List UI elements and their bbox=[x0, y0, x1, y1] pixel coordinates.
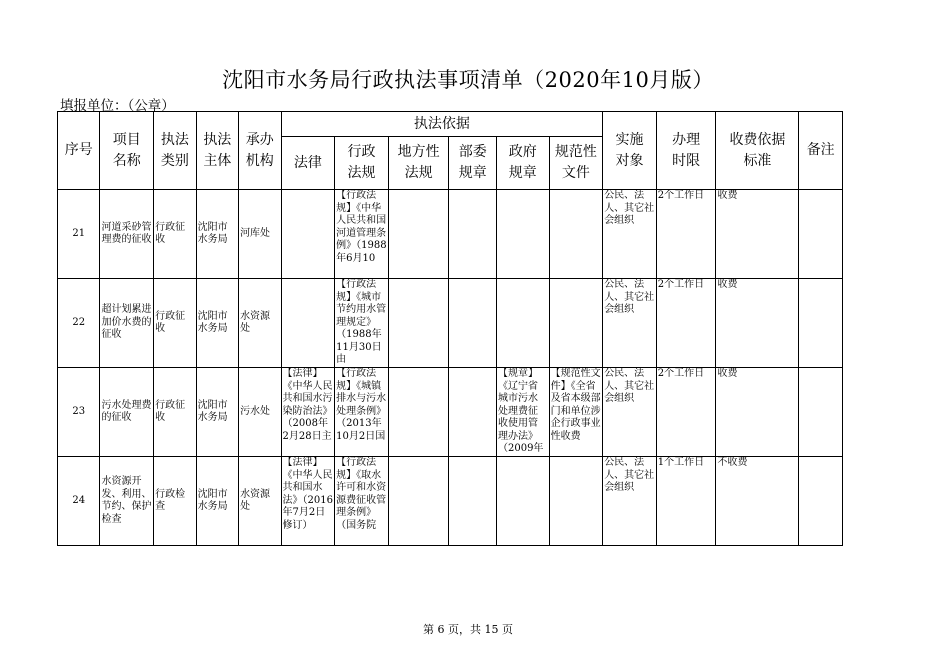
cell-item-name: 水资源开发、利用、节约、保护检查 bbox=[101, 476, 152, 525]
cell-local-reg bbox=[389, 190, 449, 278]
cell-seq: 22 bbox=[58, 279, 100, 368]
cell-law bbox=[282, 190, 335, 278]
table-row bbox=[58, 368, 843, 457]
cell-dept-rule bbox=[449, 368, 496, 456]
cell-local-reg bbox=[389, 368, 449, 456]
cell-fee: 收费 bbox=[717, 190, 738, 201]
cell-seq: 23 bbox=[58, 368, 100, 457]
cell-time-limit: 1个工作日 bbox=[657, 457, 705, 468]
cell-seq: 21 bbox=[58, 190, 100, 279]
cell-remark bbox=[799, 279, 842, 367]
cell-item-name: 河道采砂管理费的征收 bbox=[101, 221, 152, 245]
header-time-limit: 办理时限 bbox=[656, 112, 716, 190]
cell-agency: 污水处 bbox=[240, 405, 271, 417]
header-norm-doc: 规范性文件 bbox=[549, 137, 603, 190]
cell-subject: 沈阳市水务局 bbox=[197, 488, 228, 512]
cell-local-reg bbox=[389, 457, 449, 545]
header-basis: 执法依据 bbox=[281, 112, 603, 137]
cell-target: 公民、法人、其它社会组织 bbox=[604, 368, 655, 404]
cell-remark bbox=[799, 457, 842, 545]
cell-category: 行政征收 bbox=[155, 399, 186, 423]
cell-admin-reg: 【行政法规】《城市节约用水管理规定》（1988年11月30日由 bbox=[336, 279, 387, 365]
header-remark: 备注 bbox=[799, 112, 843, 190]
cell-time-limit: 2个工作日 bbox=[657, 368, 705, 379]
cell-time-limit: 2个工作日 bbox=[657, 279, 705, 290]
cell-seq: 24 bbox=[58, 457, 100, 546]
header-target: 实施对象 bbox=[603, 112, 657, 190]
cell-agency: 水资源处 bbox=[240, 310, 271, 334]
enforcement-table bbox=[57, 111, 843, 546]
cell-time-limit: 2个工作日 bbox=[657, 190, 705, 201]
cell-item-name: 污水处理费的征收 bbox=[101, 399, 152, 423]
cell-remark bbox=[799, 190, 842, 278]
cell-gov-rule bbox=[497, 279, 549, 367]
cell-dept-rule bbox=[449, 190, 496, 278]
table-row bbox=[58, 279, 843, 368]
cell-subject: 沈阳市水务局 bbox=[197, 310, 228, 334]
table-row bbox=[58, 190, 843, 279]
cell-target: 公民、法人、其它社会组织 bbox=[604, 190, 655, 226]
header-local-reg: 地方性法规 bbox=[388, 137, 449, 190]
cell-subject: 沈阳市水务局 bbox=[197, 221, 228, 245]
cell-subject: 沈阳市水务局 bbox=[197, 399, 228, 423]
cell-gov-rule bbox=[497, 190, 549, 278]
cell-target: 公民、法人、其它社会组织 bbox=[604, 279, 655, 315]
cell-agency: 水资源处 bbox=[240, 488, 271, 512]
header-agency: 承办机构 bbox=[239, 112, 281, 190]
page-footer: 第 6 页，共 15 页 bbox=[423, 623, 513, 636]
cell-law: 【法律】《中华人民共和国水法》（2016年7月2日修订） bbox=[282, 457, 333, 531]
header-fee: 收费依据标准 bbox=[716, 112, 799, 190]
cell-dept-rule bbox=[449, 457, 496, 545]
cell-law: 【法律】《中华人民共和国水污染防治法》（2008年2月28日主 bbox=[282, 368, 333, 442]
header-admin-reg: 行政法规 bbox=[335, 137, 389, 190]
page-title: 沈阳市水务局行政执法事项清单（2020年10月版） bbox=[222, 68, 714, 92]
cell-agency: 河库处 bbox=[240, 227, 271, 239]
cell-norm-doc bbox=[550, 190, 603, 278]
cell-item-name: 超计划累进加价水费的征收 bbox=[101, 304, 152, 341]
cell-admin-reg: 【行政法规】《中华人民共和国河道管理条例》（1988年6月10 bbox=[336, 190, 387, 264]
header-category: 执法类别 bbox=[154, 112, 196, 190]
cell-category: 行政征收 bbox=[155, 310, 186, 334]
cell-gov-rule bbox=[497, 457, 549, 545]
cell-norm-doc bbox=[550, 279, 603, 367]
header-gov-rule: 政府规章 bbox=[496, 137, 549, 190]
cell-gov-rule: 【规章】《辽宁省城市污水处理费征收使用管理办法》（2009年 bbox=[497, 368, 544, 454]
cell-local-reg bbox=[389, 279, 449, 367]
cell-fee: 收费 bbox=[717, 279, 738, 290]
cell-remark bbox=[799, 368, 842, 456]
cell-dept-rule bbox=[449, 279, 496, 367]
table-row bbox=[58, 457, 843, 546]
cell-fee: 不收费 bbox=[717, 457, 748, 468]
header-subject: 执法主体 bbox=[196, 112, 238, 190]
header-law: 法律 bbox=[281, 137, 335, 190]
header-seq: 序号 bbox=[58, 112, 100, 190]
cell-norm-doc: 【规范性文件】《全省及省本级部门和单位涉企行政事业性收费 bbox=[550, 368, 601, 442]
cell-law bbox=[282, 279, 335, 367]
cell-target: 公民、法人、其它社会组织 bbox=[604, 457, 655, 493]
unit-label: 填报单位：（公章） bbox=[60, 98, 175, 114]
header-item-name: 项目名称 bbox=[100, 112, 154, 190]
cell-category: 行政检查 bbox=[155, 488, 186, 512]
cell-norm-doc bbox=[550, 457, 603, 545]
header-dept-rule: 部委规章 bbox=[449, 137, 497, 190]
cell-fee: 收费 bbox=[717, 368, 738, 379]
cell-admin-reg: 【行政法规】《取水许可和水资源费征收管理条例》（国务院 bbox=[336, 457, 387, 531]
cell-category: 行政征收 bbox=[155, 221, 186, 245]
cell-admin-reg: 【行政法规】《城镇排水与污水处理条例》（2013年10月2日国 bbox=[336, 368, 387, 442]
